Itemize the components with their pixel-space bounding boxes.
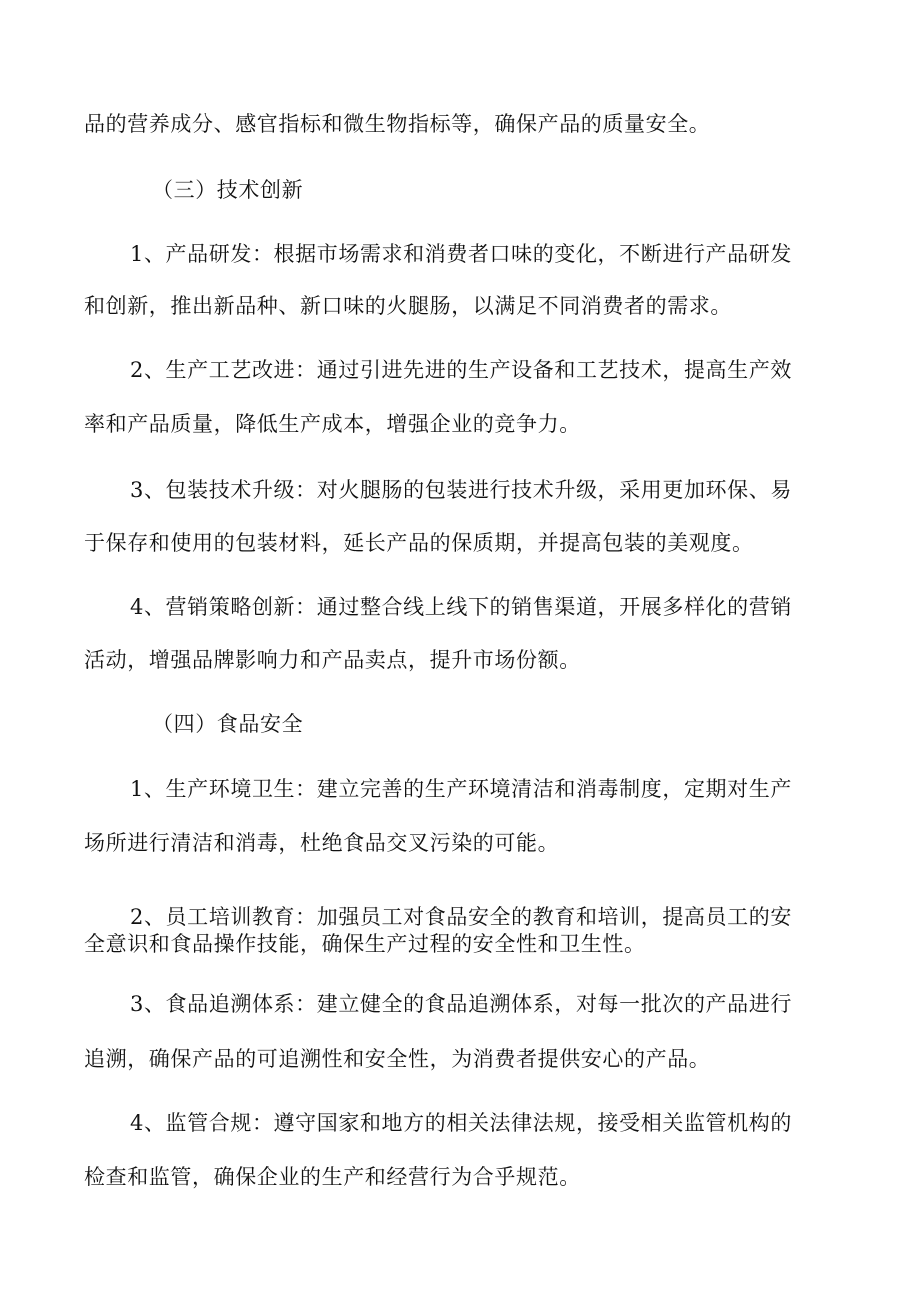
paragraph-hygiene-line-2: 场所进行清洁和消毒，杜绝食品交叉污染的可能。 — [84, 831, 560, 855]
paragraph-process-improve-line-2: 率和产品质量，降低生产成本，增强企业的竞争力。 — [84, 412, 581, 436]
paragraph-process-improve-line-1: 2、生产工艺改进：通过引进先进的生产设备和工艺技术，提高生产效 — [130, 358, 792, 382]
paragraph-product-rd-line-2: 和创新，推出新品种、新口味的火腿肠，以满足不同消费者的需求。 — [84, 294, 732, 318]
paragraph-packaging-line-1: 3、包装技术升级：对火腿肠的包装进行技术升级，采用更加环保、易 — [130, 478, 792, 502]
paragraph-marketing-line-2: 活动，增强品牌影响力和产品卖点，提升市场份额。 — [84, 648, 581, 672]
paragraph-product-rd-line-1: 1、产品研发：根据市场需求和消费者口味的变化，不断进行产品研发 — [130, 242, 792, 266]
paragraph-hygiene-line-1: 1、生产环境卫生：建立完善的生产环境清洁和消毒制度，定期对生产 — [130, 777, 792, 801]
paragraph-training-line-1: 2、员工培训教育：加强员工对食品安全的教育和培训，提高员工的安 — [130, 905, 792, 929]
paragraph-training-line-2: 全意识和食品操作技能，确保生产过程的安全性和卫生性。 — [84, 932, 646, 956]
paragraph-traceability-line-1: 3、食品追溯体系：建立健全的食品追溯体系，对每一批次的产品进行 — [130, 992, 792, 1016]
paragraph-compliance-line-1: 4、监管合规：遵守国家和地方的相关法律法规，接受相关监管机构的 — [130, 1111, 792, 1135]
paragraph-compliance-line-2: 检查和监管，确保企业的生产和经营行为合乎规范。 — [84, 1165, 581, 1189]
paragraph-packaging-line-2: 于保存和使用的包装材料，延长产品的保质期，并提高包装的美观度。 — [84, 531, 754, 555]
paragraph-traceability-line-2: 追溯，确保产品的可追溯性和安全性，为消费者提供安心的产品。 — [84, 1047, 711, 1071]
paragraph-continuation-line: 品的营养成分、感官指标和微生物指标等，确保产品的质量安全。 — [84, 112, 711, 136]
section-heading-tech-innovation: （三）技术创新 — [152, 178, 304, 202]
section-heading-food-safety: （四）食品安全 — [152, 712, 304, 736]
paragraph-marketing-line-1: 4、营销策略创新：通过整合线上线下的销售渠道，开展多样化的营销 — [130, 595, 792, 619]
